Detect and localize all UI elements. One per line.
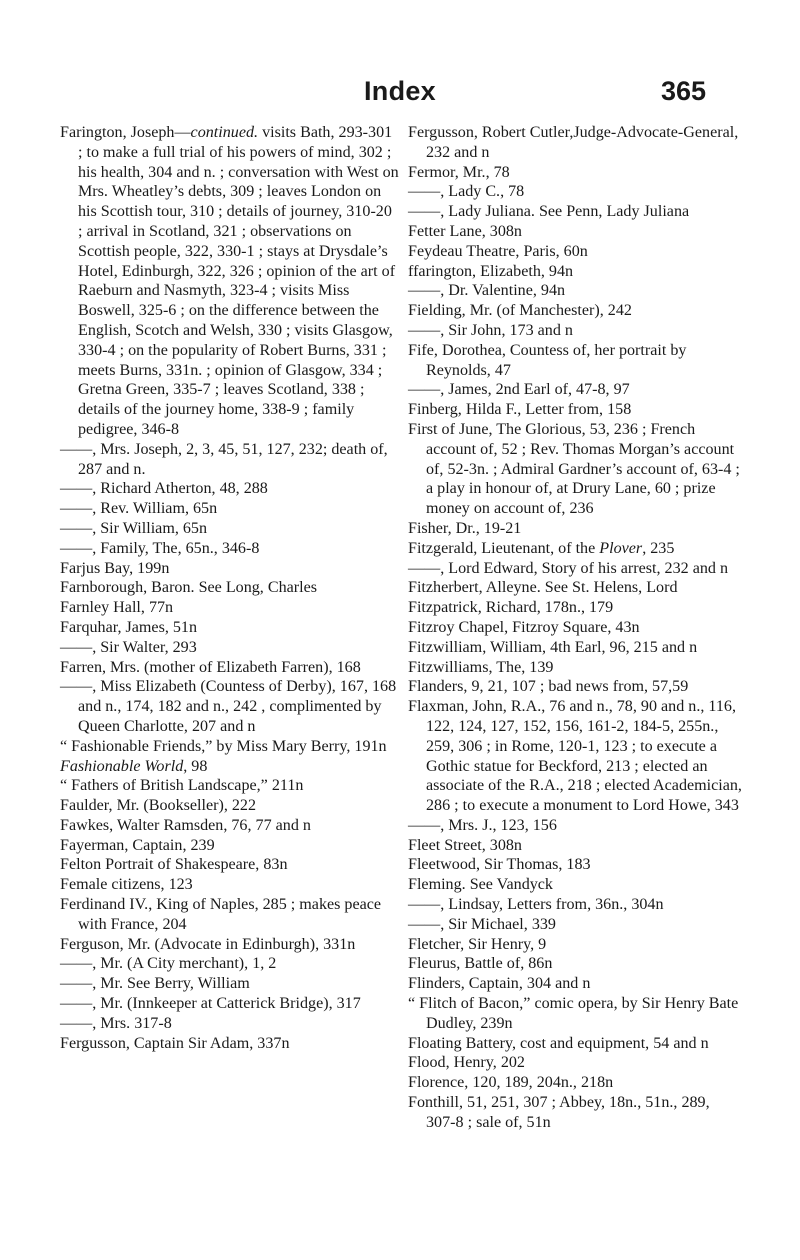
index-entry: ——, Family, The, 65n., 346-8 — [60, 539, 260, 557]
index-entry: “ Fashionable Friends,” by Miss Mary Berry, 191n — [60, 737, 387, 755]
index-entry: Fitzwilliam, William, 4th Earl, 96, 215 and n — [408, 638, 698, 656]
index-entry: Fermor, Mr., 78 — [408, 163, 510, 181]
index-entry: ——, Lady C., 78 — [408, 183, 525, 201]
index-entry: Feydeau Theatre, Paris, 60n — [408, 242, 588, 260]
index-entry: Fashionable World, 98 — [60, 757, 208, 775]
index-entry: ——, Sir John, 173 and n — [408, 321, 573, 339]
index-column-left — [60, 123, 400, 1053]
index-entry: ——, Mr. (A City merchant), 1, 2 — [60, 955, 277, 973]
index-entry: Farjus Bay, 199n — [60, 559, 170, 577]
index-entry: Flanders, 9, 21, 107 ; bad news from, 57,59 — [408, 678, 689, 696]
index-entry: Farington, Joseph—continued. visits Bath, 293-301 ; to make a full trial of his powers of mind, 302 ; his health, 304 and n. ; conversation with West on Mrs. Wheatley’s debts, 309 ; leaves London on his Scottish tour, 310 ; details of journey, 310-20 ; arrival in Scotland, 321 ; observations on Scottish people, 322, 330-1 ; stays at Drysdale’s Hotel, Edinburgh, 322, 326 ; opinion of the art of Raeburn and Nasmyth, 323-4 ; visits Miss Boswell, 325-6 ; on the difference between the English, Scotch and Welsh, 330 ; visits Glasgow, 330-4 ; on the popularity of Robert Burns, 331 ; meets Burns, 331n. ; opinion of Glasgow, 334 ; Gretna Green, 335-7 ; leaves Scotland, 338 ; details of the journey home, 338-9 ; family pedigree, 346-8 — [60, 124, 399, 438]
index-entry: ——, Mr. See Berry, William — [60, 975, 250, 993]
index-entry: Fitzherbert, Alleyne. See St. Helens, Lord — [408, 579, 678, 597]
index-entry: Farquhar, James, 51n — [60, 618, 198, 636]
index-entry: Fetter Lane, 308n — [408, 222, 522, 240]
page-number: 365 — [660, 76, 706, 106]
index-entry: ——, Rev. William, 65n — [60, 500, 218, 518]
index-entry: Floating Battery, cost and equipment, 54 and n — [408, 1034, 709, 1052]
index-entry: ——, Dr. Valentine, 94n — [408, 282, 566, 300]
index-entry: Ferguson, Mr. (Advocate in Edinburgh), 331n — [60, 935, 356, 953]
index-entry: Fitzroy Chapel, Fitzroy Square, 43n — [408, 618, 640, 636]
index-entry: ——, Miss Elizabeth (Countess of Derby), 167, 168 and n., 174, 182 and n., 242 , complimented by Queen Charlotte, 207 and n — [60, 678, 397, 735]
index-entry: ——, Lord Edward, Story of his arrest, 232 and n — [408, 559, 729, 577]
index-entry: Fonthill, 51, 251, 307 ; Abbey, 18n., 51n., 289, 307-8 ; sale of, 51n — [408, 1094, 710, 1131]
page-header — [0, 72, 800, 112]
index-entry: ffarington, Elizabeth, 94n — [408, 262, 574, 280]
page-title: Index — [363, 76, 437, 106]
index-column-right — [408, 123, 742, 1133]
index-entry: ——, Sir Walter, 293 — [60, 638, 197, 656]
index-entry: Fergusson, Captain Sir Adam, 337n — [60, 1034, 290, 1052]
index-entry: Fletcher, Sir Henry, 9 — [408, 935, 547, 953]
index-entry: “ Flitch of Bacon,” comic opera, by Sir Henry Bate Dudley, 239n — [408, 995, 739, 1032]
index-entry: Fayerman, Captain, 239 — [60, 836, 215, 854]
index-entry: ——, Mrs. 317-8 — [60, 1014, 172, 1032]
index-entry: Flaxman, John, R.A., 76 and n., 78, 90 and n., 116, 122, 124, 127, 152, 156, 161-2, 184-5, 255n., 259, 306 ; in Rome, 120-1, 123 ; to execute a Gothic statue for Beckford, 213 ; elected an associate of the R.A., 218 ; elected Academician, 286 ; to execute a monument to Lord Howe, 343 — [408, 698, 742, 815]
index-entry: ——, Mrs. Joseph, 2, 3, 45, 51, 127, 232; death of, 287 and n. — [60, 440, 388, 478]
index-entry: Fisher, Dr., 19-21 — [408, 519, 522, 537]
index-entry: Florence, 120, 189, 204n., 218n — [408, 1074, 614, 1092]
index-entry: Faulder, Mr. (Bookseller), 222 — [60, 797, 257, 815]
index-entry: Farnborough, Baron. See Long, Charles — [60, 579, 318, 597]
index-entry: ——, Sir Michael, 339 — [408, 915, 556, 933]
index-entry: Finberg, Hilda F., Letter from, 158 — [408, 401, 632, 419]
index-entry: ——, Richard Atherton, 48, 288 — [60, 480, 268, 498]
index-entry: ——, Mrs. J., 123, 156 — [408, 816, 557, 834]
index-entry: “ Fathers of British Landscape,” 211n — [60, 777, 304, 795]
index-entry: Fitzwilliams, The, 139 — [408, 658, 554, 676]
index-entry: Fife, Dorothea, Countess of, her portrait by Reynolds, 47 — [408, 341, 687, 379]
index-entry: ——, James, 2nd Earl of, 47-8, 97 — [408, 381, 630, 399]
index-entry: Fergusson, Robert Cutler,Judge-Advocate-General, 232 and n — [408, 124, 739, 161]
index-entry: Fleet Street, 308n — [408, 836, 522, 854]
index-entry: Farren, Mrs. (mother of Elizabeth Farren), 168 — [60, 658, 361, 676]
index-entry: ——, Lady Juliana. See Penn, Lady Juliana — [408, 203, 690, 221]
index-entry: ——, Lindsay, Letters from, 36n., 304n — [408, 896, 664, 914]
index-entry: ——, Mr. (Innkeeper at Catterick Bridge), 317 — [60, 995, 361, 1013]
index-entry: ——, Sir William, 65n — [60, 519, 208, 537]
index-entry: Fitzpatrick, Richard, 178n., 179 — [408, 599, 614, 617]
index-entry: Flood, Henry, 202 — [408, 1054, 525, 1072]
index-entry: Female citizens, 123 — [60, 876, 193, 894]
index-entry: Fleming. See Vandyck — [408, 876, 553, 894]
index-entry: Farnley Hall, 77n — [60, 599, 174, 617]
index-entry: Flinders, Captain, 304 and n — [408, 975, 591, 993]
index-entry: Fleetwood, Sir Thomas, 183 — [408, 856, 591, 874]
index-entry: Fielding, Mr. (of Manchester), 242 — [408, 302, 632, 320]
index-entry: Fawkes, Walter Ramsden, 76, 77 and n — [60, 816, 311, 834]
index-entry: Fleurus, Battle of, 86n — [408, 955, 553, 973]
index-entry: Fitzgerald, Lieutenant, of the Plover, 235 — [408, 539, 675, 557]
index-entry: Ferdinand IV., King of Naples, 285 ; makes peace with France, 204 — [60, 896, 382, 933]
index-entry: Felton Portrait of Shakespeare, 83n — [60, 856, 288, 874]
index-entry: First of June, The Glorious, 53, 236 ; French account of, 52 ; Rev. Thomas Morgan’s account of, 52-3n. ; Admiral Gardner’s account of, 63-4 ; a play in honour of, at Drury Lane, 60 ; prize money on account of, 236 — [408, 420, 740, 518]
